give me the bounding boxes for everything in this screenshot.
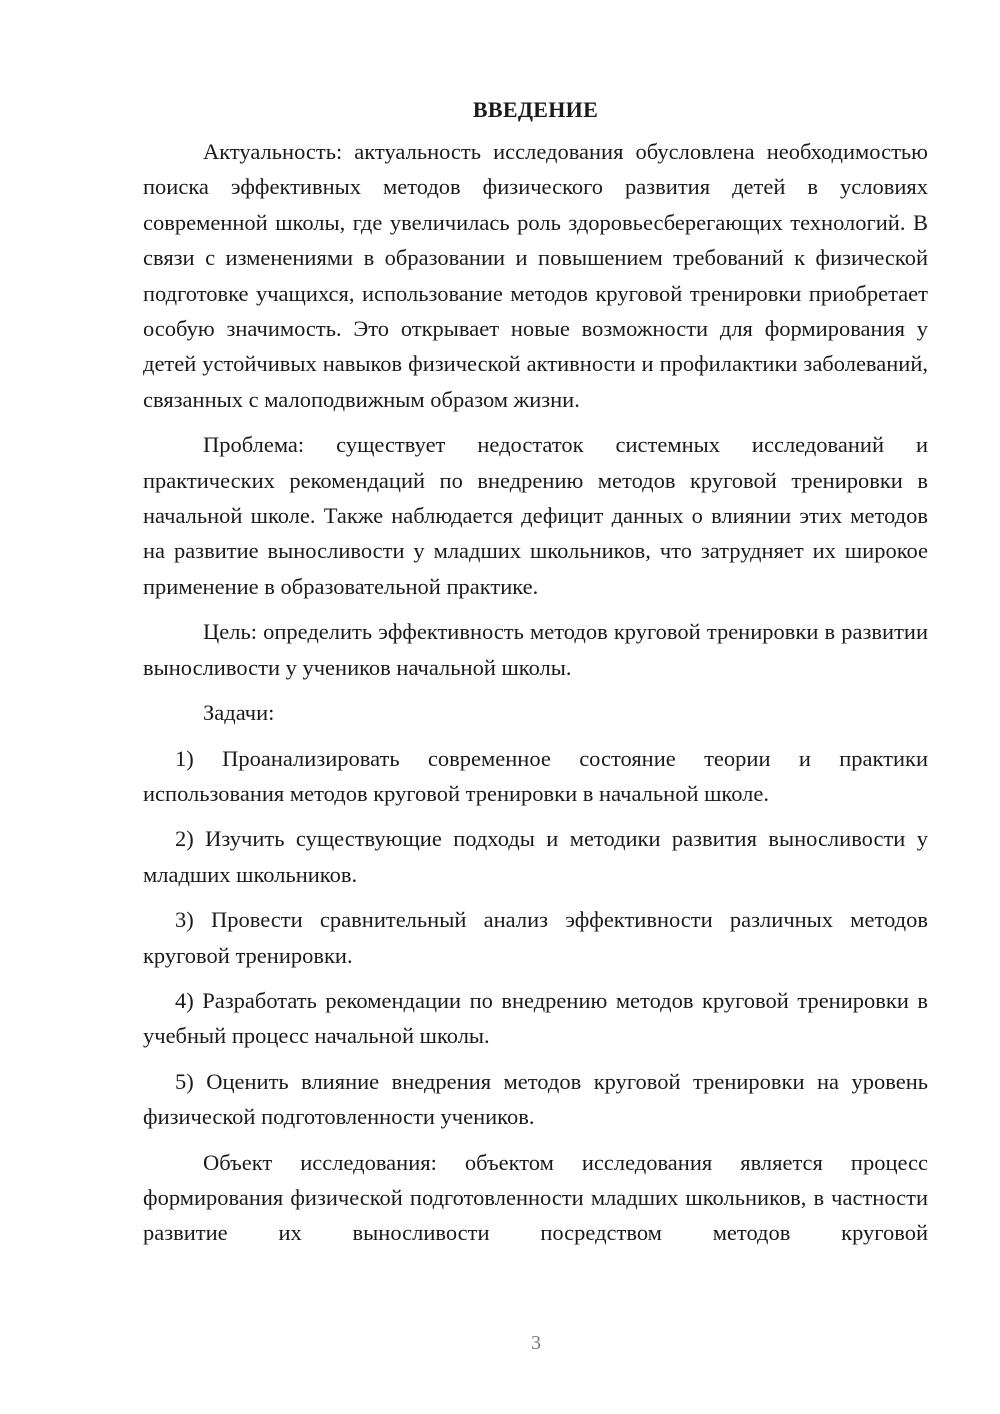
goal-paragraph: Цель: определить эффективность методов круговой тренировки в развитии выносливости у учеников начальной школы. [143, 619, 928, 680]
task-item-3: 3) Провести сравнительный анализ эффективности различных методов круговой тренировки. [143, 907, 928, 968]
object-paragraph: Объект исследования: объектом исследования является процесс формирования физической подготовленности младших школьников, в частности развитие их выносливости посредством методов круговой [143, 1149, 928, 1246]
page-title: ВВЕДЕНИЕ [472, 97, 599, 122]
task-item-5: 5) Оценить влияние внедрения методов круговой тренировки на уровень физической подготовленности учеников. [143, 1068, 928, 1130]
tasks-heading: Задачи: [203, 700, 275, 726]
problem-paragraph: Проблема: существует недостаток системных исследований и практических рекомендаций по внедрению методов круговой тренировки в начальной школе. Также наблюдается дефицит данных о влиянии этих методов на развитие выносливости у младших школьников, что затрудняет их широкое применение в образовательной практике. [143, 432, 928, 599]
document-page [143, 92, 928, 1251]
task-item-1: 1) Проанализировать современное состояние теории и практики использования методов круговой тренировки в начальной школе. [143, 745, 928, 806]
task-item-4: 4) Разработать рекомендации по внедрению методов круговой тренировки в учебный процесс начальной школы. [143, 987, 928, 1049]
relevance-paragraph: Актуальность: актуальность исследования обусловлена необходимостью поиска эффективных методов физического развития детей в условиях современной школы, где увеличилась роль здоровьесберегающих технологий. В связи с изменениями в образовании и повышением требований к физической подготовке учащихся, использование методов круговой тренировки приобретает особую значимость. Это открывает новые возможности для формирования у детей устойчивых навыков физической активности и профилактики заболеваний, связанных с малоподвижным образом жизни. [143, 139, 928, 412]
page-number: 3 [531, 1332, 541, 1354]
task-item-2: 2) Изучить существующие подходы и методики развития выносливости у младших школьников. [143, 826, 928, 887]
